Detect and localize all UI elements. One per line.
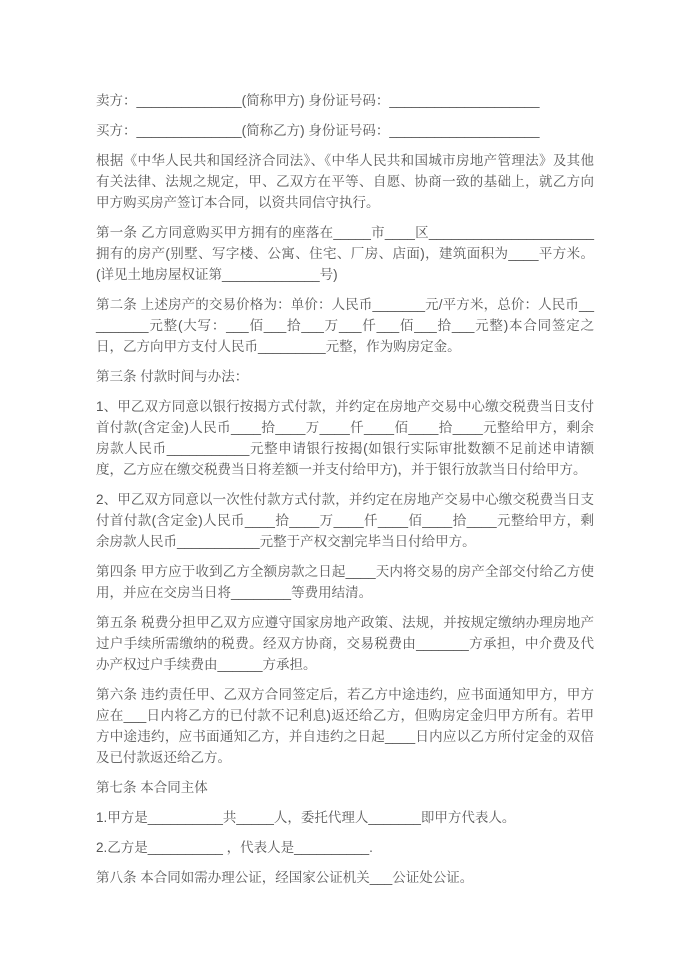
- clause-1-paragraph: 第一条 乙方同意购买甲方拥有的座落在_____市____区______________________拥有的房产(别墅、写字楼、公寓、住宅、厂房、店面)，建筑面积为____平方米。(详见土地房屋权证第_____________号): [96, 225, 594, 282]
- clause-7-item-1: 1.甲方是__________共_____人，委托代理人_______即甲方代表人。: [96, 810, 516, 825]
- clause-7-item-2: 2.乙方是__________ ，代表人是__________.: [96, 840, 373, 855]
- clause-3-heading: 第三条 付款时间与办法：: [96, 369, 249, 384]
- seller-line: 卖方：______________(简称甲方) 身份证号码：____________________: [96, 93, 540, 108]
- preamble-paragraph: 根据《中华人民共和国经济合同法》、《中华人民共和国城市房地产管理法》及其他有关法律、法规之规定，甲、乙双方在平等、自愿、协商一致的基础上，就乙方向甲方购买房产签订本合同，以资共同信守执行。: [96, 153, 594, 210]
- clause-7-heading: 第七条 本合同主体: [96, 780, 208, 795]
- clause-8-paragraph: 第八条 本合同如需办理公证，经国家公证机关___公证处公证。: [96, 870, 474, 885]
- clause-4-paragraph: 第四条 甲方应于收到乙方全额房款之日起____天内将交易的房产全部交付给乙方使用，并应在交房当日将________等费用结清。: [96, 564, 594, 600]
- contract-document: [96, 0, 594, 888]
- clause-6-paragraph: 第六条 违约责任甲、乙双方合同签定后，若乙方中途违约，应书面通知甲方，甲方应在___日内将乙方的已付款不记利息)返还给乙方，但购房定金归甲方所有。若甲方中途违约，应书面通知乙方，并自违约之日起____日内应以乙方所付定金的双倍及已付款返还给乙方。: [96, 687, 594, 765]
- buyer-line: 买方：______________(简称乙方) 身份证号码：____________________: [96, 123, 540, 138]
- clause-2-paragraph: 第二条 上述房产的交易价格为：单价：人民币_______元/平方米，总价：人民币_________元整(大写：___佰___拾___万___仟___佰___拾___元整)本合同签定之日，乙方向甲方支付人民币_________元整，作为购房定金。: [96, 297, 594, 354]
- clause-3-item-1: 1、甲乙双方同意以银行按揭方式付款，并约定在房地产交易中心缴交税费当日支付首付款(含定金)人民币____拾____万____仟____佰____拾____元整给甲方，剩余房款人民币___________元整申请银行按揭(如银行实际审批数额不足前述申请额度，乙方应在缴交税费当日将差额一并支付给甲方)，并于银行放款当日付给甲方。: [96, 399, 594, 477]
- clause-3-item-2: 2、甲乙双方同意以一次性付款方式付款，并约定在房地产交易中心缴交税费当日支付首付款(含定金)人民币____拾____万____仟____佰____拾____元整给甲方，剩余房款人民币___________元整于产权交割完毕当日付给甲方。: [96, 492, 594, 549]
- clause-5-paragraph: 第五条 税费分担甲乙双方应遵守国家房地产政策、法规，并按规定缴纳办理房地产过户手续所需缴纳的税费。经双方协商，交易税费由_______方承担，中介费及代办产权过户手续费由______方承担。: [96, 615, 594, 672]
